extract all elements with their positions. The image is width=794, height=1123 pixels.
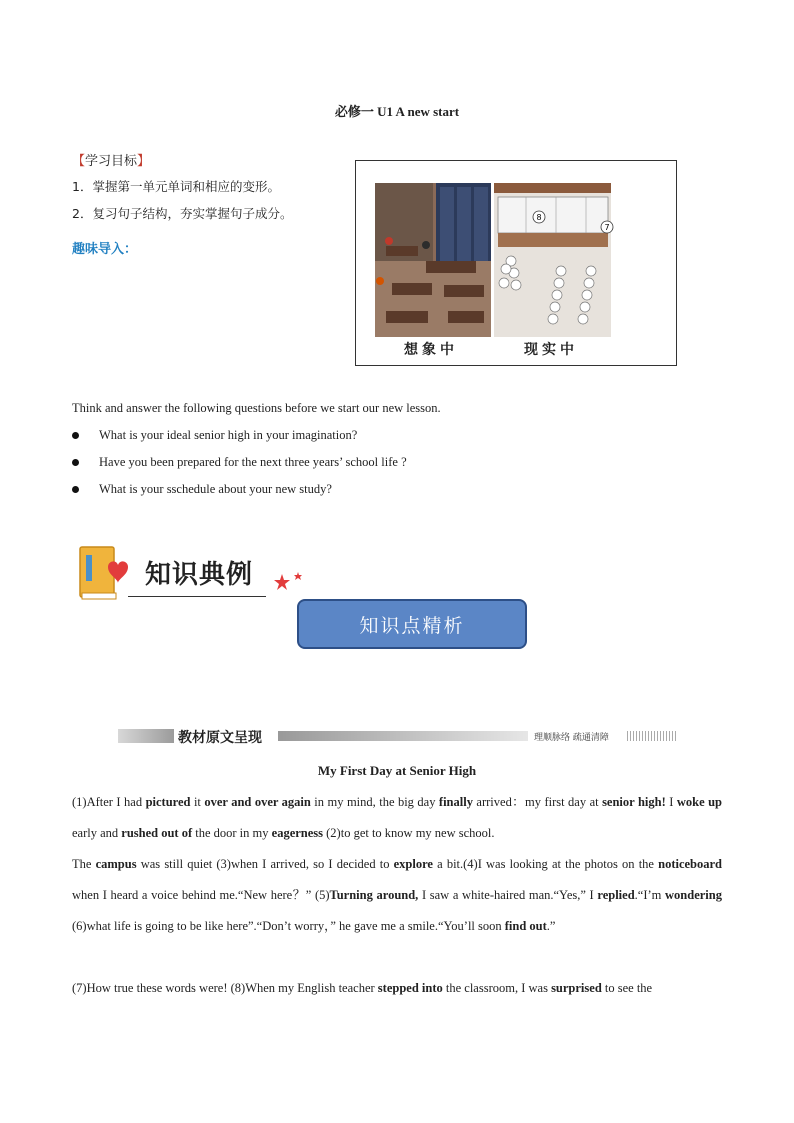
reality-panel [494, 183, 613, 337]
text-run: a bit.(4)I was looking at the photos on the [432, 857, 659, 871]
key-phrase: replied [597, 888, 635, 902]
text-run: .“I’m [634, 888, 666, 902]
caption-reality: 现实中 [524, 342, 578, 358]
knowledge-points-button[interactable]: 知识点精析 [297, 599, 527, 649]
question-text: What is your sschedule about your new study? [99, 482, 332, 496]
key-phrase: rushed out of [121, 826, 193, 840]
goals-heading [72, 150, 150, 169]
section-bar-label: 教材原文呈现 [178, 730, 262, 746]
question-text: Have you been prepared for the next three years’ school life ? [99, 455, 407, 469]
text-run: arrived：my first day at [472, 795, 603, 809]
book-heart-icon [78, 545, 130, 607]
question-item [72, 428, 357, 443]
section-bar-right-text: 理顺脉络 疏通清障 [534, 733, 609, 743]
text-run: I saw a white-haired man.“Yes,” I [418, 888, 598, 902]
story-paragraph-3 [72, 973, 722, 1004]
question-text: What is your ideal senior high in your imagination? [99, 428, 358, 442]
intro-label: 趣味导入： [72, 242, 138, 257]
story-paragraph-2 [72, 849, 722, 942]
key-phrase: eagerness [271, 826, 324, 840]
bullet-icon [72, 459, 79, 466]
text-run: it [190, 795, 205, 809]
text-run: (1)After I had [72, 795, 146, 809]
goal-item: 1．掌握第一单元单词和相应的变形。 [72, 179, 280, 194]
text-run: (2)to get to know my new school. [323, 826, 495, 840]
badge-seven: 7 [604, 223, 610, 232]
text-run: early and [72, 826, 122, 840]
key-phrase: pictured [145, 795, 191, 809]
text-run: I [665, 795, 677, 809]
key-phrase: over and over again [204, 795, 311, 809]
key-phrase: noticeboard [658, 857, 723, 871]
text-run: (6)what life is going to be like here”.“Don’t worry，” he gave me a smile.“You’ll soon [72, 919, 505, 933]
page-title: 必修一 U1 A new start [334, 104, 460, 119]
caption-imagined: 想象中 [404, 342, 458, 358]
key-phrase: finally [438, 795, 473, 809]
stars-icon [270, 570, 310, 598]
text-run: (7)How true these words were! (8)When my English teacher [72, 981, 378, 995]
text-run: the door in my [192, 826, 272, 840]
text-run: .” [546, 919, 556, 933]
key-phrase: wondering [665, 888, 722, 902]
illustration-frame [355, 160, 677, 366]
section-bar-gradient [278, 731, 528, 741]
key-phrase: find out [504, 919, 547, 933]
bullet-icon [72, 486, 79, 493]
question-item [72, 482, 332, 497]
story-paragraph-1 [72, 787, 722, 849]
key-phrase: Turning around, [329, 888, 419, 902]
text-run: in my mind, the big day [310, 795, 439, 809]
key-phrase: woke up [676, 795, 722, 809]
goal-item: 2．复习句子结构，夯实掌握句子成分。 [72, 206, 293, 221]
title-underline [128, 596, 266, 597]
section-bar-ticks [627, 731, 677, 741]
bracket-right: 】 [137, 154, 151, 169]
story-title: My First Day at Senior High [317, 763, 477, 778]
section-bar-left [118, 729, 174, 743]
key-phrase: surprised [551, 981, 602, 995]
questions-lead: Think and answer the following questions before we start our new lesson. [72, 401, 441, 415]
key-phrase: senior high! [602, 795, 666, 809]
key-phrase: stepped into [377, 981, 443, 995]
key-phrase: campus [95, 857, 137, 871]
goals-heading-text: 学习目标 [85, 154, 138, 169]
text-run: when I heard a voice behind me.“New here？” (5) [72, 888, 330, 902]
text-run: to see the [601, 981, 653, 995]
text-run: The [72, 857, 96, 871]
badge-eight: 8 [536, 213, 542, 222]
key-phrase: explore [393, 857, 433, 871]
text-run: was still quiet (3)when I arrived, so I decided to [136, 857, 394, 871]
knowledge-title: 知识典例 [145, 560, 254, 590]
question-item [72, 455, 407, 470]
cafeteria-illustration [356, 161, 676, 365]
bullet-icon [72, 432, 79, 439]
bracket-left: 【 [72, 154, 86, 169]
text-run: the classroom, I was [442, 981, 552, 995]
imagined-panel [375, 183, 491, 337]
